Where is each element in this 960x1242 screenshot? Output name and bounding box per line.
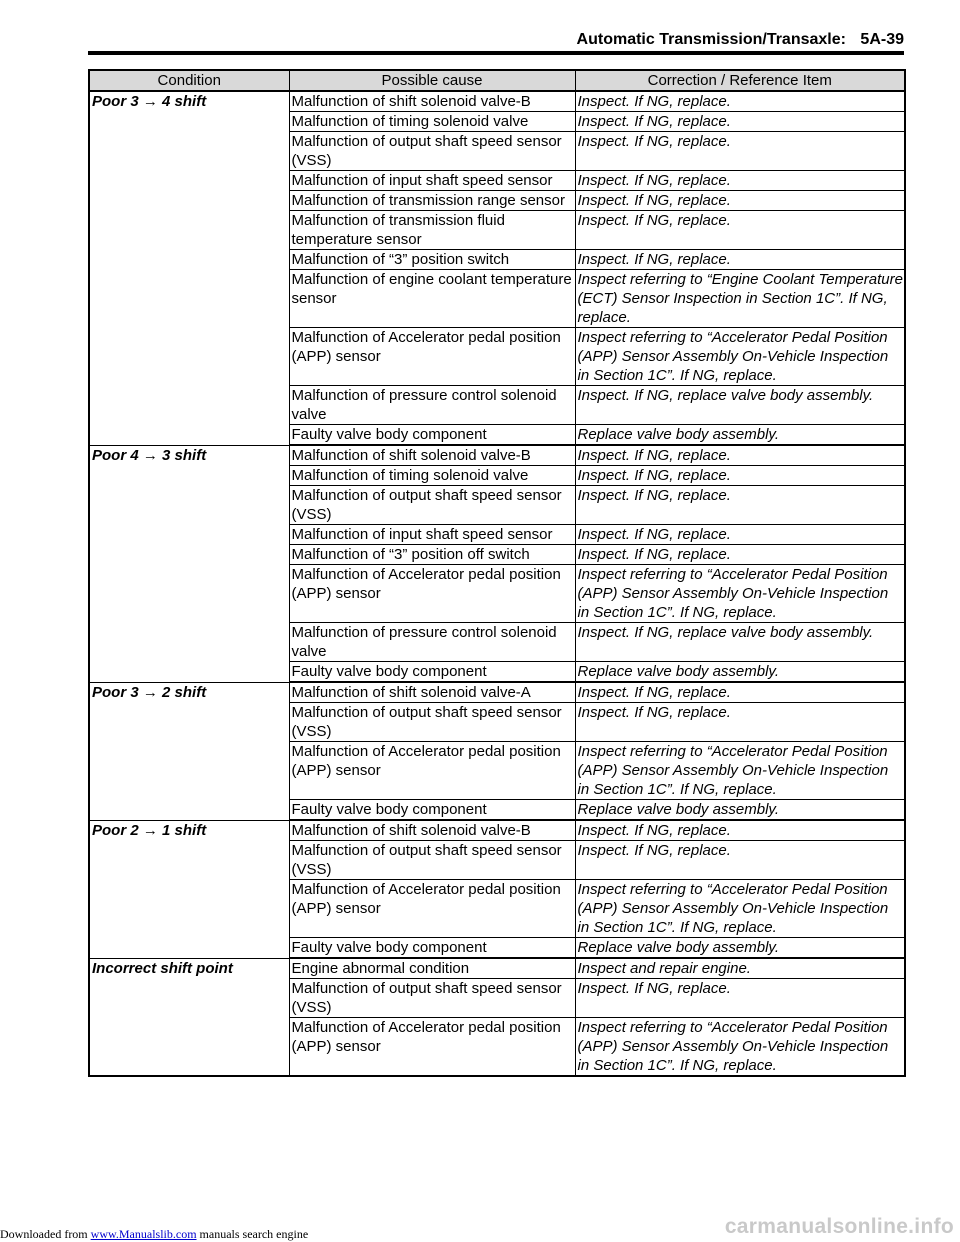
cause-cell: Malfunction of transmission range sensor <box>289 191 575 211</box>
troubleshooting-table <box>88 69 906 1077</box>
table-row <box>89 820 905 841</box>
cause-cell: Malfunction of Accelerator pedal position (APP) sensor <box>289 1018 575 1077</box>
cause-cell: Malfunction of shift solenoid valve-B <box>289 91 575 112</box>
correction-cell: Inspect. If NG, replace. <box>575 191 905 211</box>
correction-cell: Inspect referring to “Accelerator Pedal Position (APP) Sensor Assembly On-Vehicle Inspection in Section 1C”. If NG, replace. <box>575 742 905 800</box>
correction-cell: Replace valve body assembly. <box>575 800 905 821</box>
correction-cell: Inspect. If NG, replace. <box>575 525 905 545</box>
cause-cell: Malfunction of engine coolant temperature sensor <box>289 270 575 328</box>
correction-cell: Inspect referring to “Engine Coolant Temperature (ECT) Sensor Inspection in Section 1C”. If NG, replace. <box>575 270 905 328</box>
correction-cell: Inspect. If NG, replace. <box>575 211 905 250</box>
cause-cell: Malfunction of output shaft speed sensor (VSS) <box>289 841 575 880</box>
table-row <box>89 91 905 112</box>
cause-cell: Faulty valve body component <box>289 800 575 821</box>
cause-cell: Malfunction of Accelerator pedal position (APP) sensor <box>289 565 575 623</box>
correction-cell: Inspect. If NG, replace. <box>575 112 905 132</box>
correction-cell: Replace valve body assembly. <box>575 938 905 959</box>
column-header-correction: Correction / Reference Item <box>575 70 905 91</box>
cause-cell: Malfunction of timing solenoid valve <box>289 466 575 486</box>
table-row <box>89 445 905 466</box>
condition-cell: Incorrect shift point <box>89 958 289 1076</box>
condition-cell: Poor 3 → 2 shift <box>89 682 289 820</box>
correction-cell: Inspect. If NG, replace valve body assembly. <box>575 386 905 425</box>
footer-prefix: Downloaded from <box>0 1227 91 1241</box>
cause-cell: Malfunction of output shaft speed sensor (VSS) <box>289 703 575 742</box>
cause-cell: Malfunction of transmission fluid temperature sensor <box>289 211 575 250</box>
correction-cell: Inspect. If NG, replace. <box>575 841 905 880</box>
cause-cell: Malfunction of pressure control solenoid valve <box>289 386 575 425</box>
correction-cell: Inspect. If NG, replace valve body assembly. <box>575 623 905 662</box>
column-header-condition: Condition <box>89 70 289 91</box>
correction-cell: Inspect. If NG, replace. <box>575 486 905 525</box>
cause-cell: Malfunction of Accelerator pedal position (APP) sensor <box>289 742 575 800</box>
correction-cell: Inspect. If NG, replace. <box>575 445 905 466</box>
condition-cell: Poor 4 → 3 shift <box>89 445 289 682</box>
footer-link[interactable]: www.Manualslib.com <box>90 1227 197 1241</box>
correction-cell: Inspect. If NG, replace. <box>575 466 905 486</box>
cause-cell: Malfunction of output shaft speed sensor (VSS) <box>289 486 575 525</box>
correction-cell: Inspect. If NG, replace. <box>575 979 905 1018</box>
footer <box>0 1226 308 1242</box>
condition-cell: Poor 3 → 4 shift <box>89 91 289 445</box>
correction-cell: Inspect. If NG, replace. <box>575 545 905 565</box>
correction-cell: Inspect. If NG, replace. <box>575 250 905 270</box>
correction-cell: Inspect. If NG, replace. <box>575 703 905 742</box>
watermark: carmanualsonline.info <box>724 1215 954 1238</box>
correction-cell: Inspect. If NG, replace. <box>575 91 905 112</box>
header-title: Automatic Transmission/Transaxle: <box>576 31 846 48</box>
cause-cell: Engine abnormal condition <box>289 958 575 979</box>
cause-cell: Faulty valve body component <box>289 938 575 959</box>
correction-cell: Inspect. If NG, replace. <box>575 820 905 841</box>
cause-cell: Faulty valve body component <box>289 662 575 683</box>
cause-cell: Malfunction of “3” position off switch <box>289 545 575 565</box>
cause-cell: Malfunction of shift solenoid valve-B <box>289 445 575 466</box>
column-header-cause: Possible cause <box>289 70 575 91</box>
cause-cell: Malfunction of shift solenoid valve-A <box>289 682 575 703</box>
cause-cell: Malfunction of Accelerator pedal position (APP) sensor <box>289 328 575 386</box>
correction-cell: Inspect referring to “Accelerator Pedal Position (APP) Sensor Assembly On-Vehicle Inspection in Section 1C”. If NG, replace. <box>575 328 905 386</box>
correction-cell: Inspect referring to “Accelerator Pedal Position (APP) Sensor Assembly On-Vehicle Inspection in Section 1C”. If NG, replace. <box>575 880 905 938</box>
page-header <box>88 30 904 50</box>
header-rule <box>88 51 904 55</box>
footer-suffix: manuals search engine <box>196 1227 309 1241</box>
correction-cell: Replace valve body assembly. <box>575 662 905 683</box>
table-header-row <box>89 70 905 91</box>
correction-cell: Inspect referring to “Accelerator Pedal Position (APP) Sensor Assembly On-Vehicle Inspection in Section 1C”. If NG, replace. <box>575 565 905 623</box>
correction-cell: Inspect and repair engine. <box>575 958 905 979</box>
table-row <box>89 958 905 979</box>
table-body <box>89 91 905 1076</box>
cause-cell: Faulty valve body component <box>289 425 575 446</box>
cause-cell: Malfunction of Accelerator pedal position (APP) sensor <box>289 880 575 938</box>
cause-cell: Malfunction of pressure control solenoid valve <box>289 623 575 662</box>
correction-cell: Replace valve body assembly. <box>575 425 905 446</box>
condition-cell: Poor 2 → 1 shift <box>89 820 289 958</box>
correction-cell: Inspect. If NG, replace. <box>575 132 905 171</box>
cause-cell: Malfunction of output shaft speed sensor (VSS) <box>289 979 575 1018</box>
page-number: 5A-39 <box>860 31 904 48</box>
cause-cell: Malfunction of timing solenoid valve <box>289 112 575 132</box>
table-row <box>89 682 905 703</box>
cause-cell: Malfunction of output shaft speed sensor (VSS) <box>289 132 575 171</box>
correction-cell: Inspect. If NG, replace. <box>575 682 905 703</box>
correction-cell: Inspect referring to “Accelerator Pedal Position (APP) Sensor Assembly On-Vehicle Inspection in Section 1C”. If NG, replace. <box>575 1018 905 1077</box>
correction-cell: Inspect. If NG, replace. <box>575 171 905 191</box>
cause-cell: Malfunction of “3” position switch <box>289 250 575 270</box>
cause-cell: Malfunction of shift solenoid valve-B <box>289 820 575 841</box>
cause-cell: Malfunction of input shaft speed sensor <box>289 525 575 545</box>
cause-cell: Malfunction of input shaft speed sensor <box>289 171 575 191</box>
